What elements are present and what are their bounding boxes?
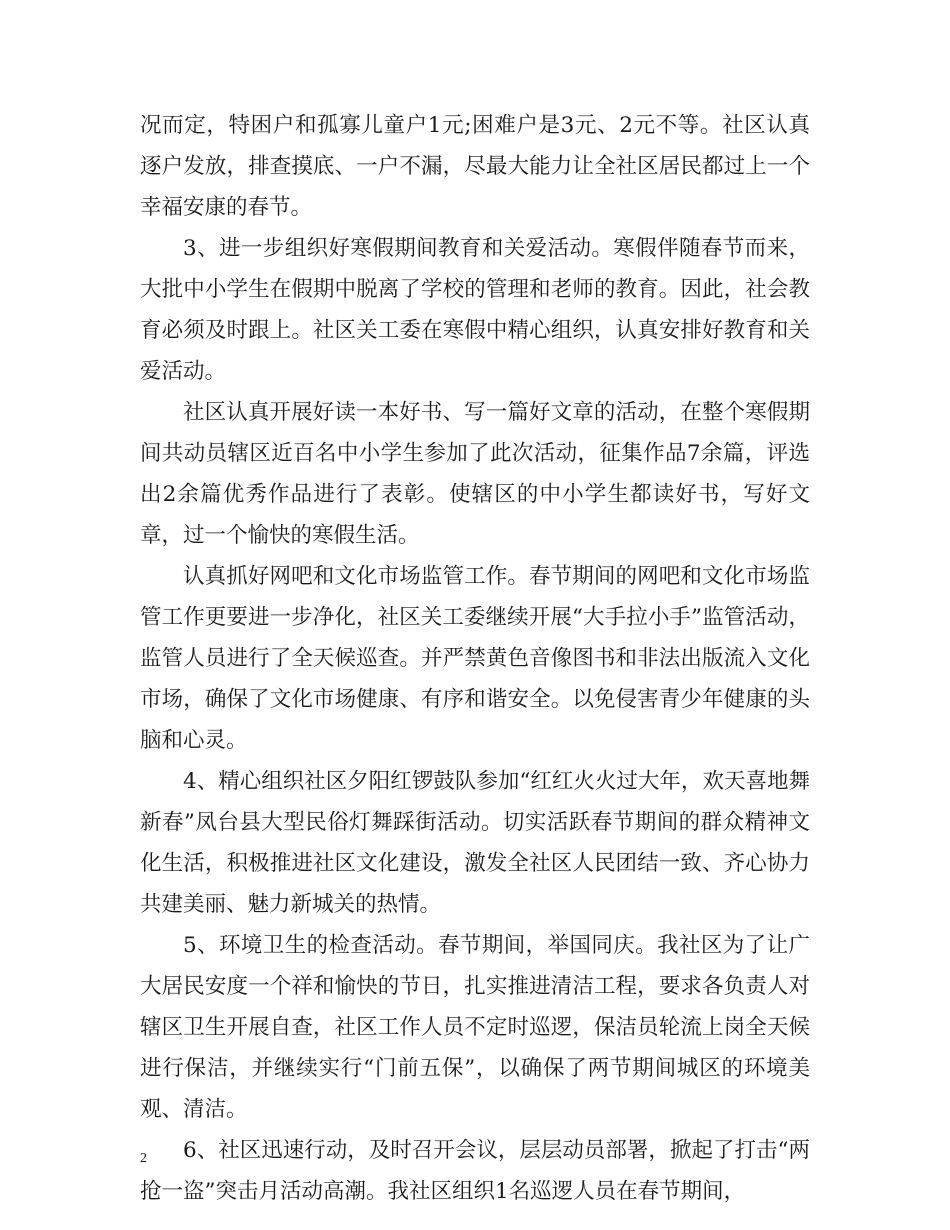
paragraph-item-4: 4、精心组织社区夕阳红锣鼓队参加“红红火火过大年，欢天喜地舞新春”凤台县大型民俗灯舞踩街活动。切实活跃春节期间的群众精神文化生活，积极推进社区文化建设，激发全社区人民团结一致、齐心协力共建美丽、魅力新城关的热情。 bbox=[140, 769, 810, 917]
paragraph-item-3: 3、进一步组织好寒假期间教育和关爱活动。寒假伴随春节而来，大批中小学生在假期中脱离了学校的管理和老师的教育。因此，社会教育必须及时跟上。社区关工委在寒假中精心组织，认真安排好教育和关爱活动。 bbox=[140, 236, 810, 384]
paragraph-item-5: 5、环境卫生的检查活动。春节期间，举国同庆。我社区为了让广大居民安度一个祥和愉快的节日，扎实推进清洁工程，要求各负责人对辖区卫生开展自查，社区工作人员不定时巡逻，保洁员轮流上岗全天候进行保洁，并继续实行“门前五保”，以确保了两节期间城区的环境美观、清洁。 bbox=[140, 933, 810, 1122]
page-number: 2 bbox=[140, 1151, 147, 1166]
paragraph-continuation: 况而定，特困户和孤寡儿童户1元;困难户是3元、2元不等。社区认真逐户发放，排查摸底、一户不漏，尽最大能力让全社区居民都过上一个幸福安康的春节。 bbox=[140, 113, 810, 220]
paragraph-item-6: 6、社区迅速行动，及时召开会议，层层动员部署，掀起了打击“两抢一盗”突击月活动高潮。我社区组织1名巡逻人员在春节期间， bbox=[140, 1138, 810, 1204]
paragraph-reading-activity: 社区认真开展好读一本好书、写一篇好文章的活动，在整个寒假期间共动员辖区近百名中小学生参加了此次活动，征集作品7余篇，评选出2余篇优秀作品进行了表彰。使辖区的中小学生都读好书，写好文章，过一个愉快的寒假生活。 bbox=[140, 400, 810, 548]
paragraph-internet-cafe-supervision: 认真抓好网吧和文化市场监管工作。春节期间的网吧和文化市场监管工作更要进一步净化，社区关工委继续开展“大手拉小手”监管活动，监管人员进行了全天候巡查。并严禁黄色音像图书和非法出版流入文化市场，确保了文化市场健康、有序和谐安全。以免侵害青少年健康的头脑和心灵。 bbox=[140, 564, 810, 753]
document-body bbox=[140, 105, 810, 1212]
